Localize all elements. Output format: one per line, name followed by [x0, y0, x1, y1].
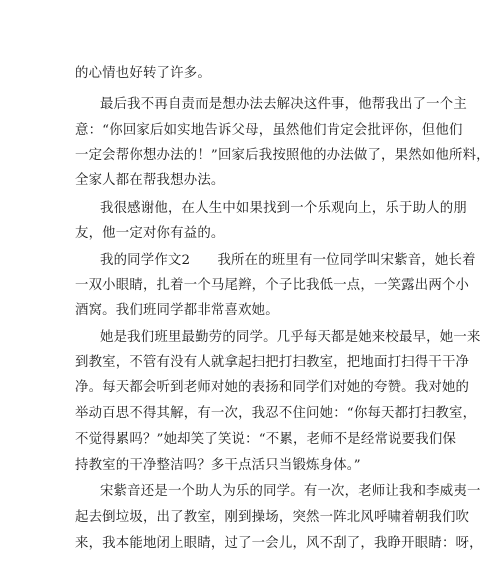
paragraph-start: 最后我不再自责而是想办法去解决这件事，他帮我出了一个主	[100, 97, 467, 112]
paragraph-start: 宋紫音还是一个助人为乐的同学。有一次，老师让我和李威夷一	[100, 484, 481, 499]
text-line: 酒窝。我们班同学都非常喜欢她。	[75, 303, 279, 318]
text-line: 意：“你回家后如实地告诉父母，虽然他们肯定会批评你，但他们	[75, 123, 463, 138]
paragraph-start: 我的同学作文2 我所在的班里有一位同学叫宋紫音，她长着	[100, 253, 476, 268]
text-line: 一定会帮你想办法的！”回家后我按照他的办法做了，果然如他所料，	[75, 148, 490, 163]
text-line: 不觉得累吗？”她却笑了笑说：“不累，老师不是经常说要我们保	[75, 432, 457, 447]
text-line: 的心情也好转了许多。	[75, 66, 211, 81]
paragraph-start: 我很感谢他，在人生中如果找到一个乐观向上，乐于助人的朋	[100, 201, 467, 216]
text-line: 一双小眼睛，扎着一个马尾辫，个子比我低一点，一笑露出两个小	[75, 278, 470, 293]
text-line: 到教室，不管有没有人就拿起扫把打扫教室，把地面打扫得干干净	[75, 355, 470, 370]
text-line: 来，我本能地闭上眼睛，过了一会儿，风不刮了，我睁开眼睛：呀，	[75, 536, 483, 551]
text-line: 持教室的干净整洁吗？多干点活只当锻炼身体。”	[75, 458, 361, 473]
text-line: 全家人都在帮我想办法。	[75, 173, 225, 188]
text-line: 举动百思不得其解，有一次，我忍不住问她：“你每天都打扫教室，	[75, 406, 477, 421]
text-line: 友，他一定对你有益的。	[75, 226, 225, 241]
text-line: 净。每天都会听到老师对她的表扬和同学们对她的夸赞。我对她的	[75, 380, 470, 395]
text-line: 起去倒垃圾，出了教室，刚到操场，突然一阵北风呼啸着朝我们吹	[75, 510, 470, 525]
paragraph-start: 她是我们班里最勤劳的同学。几乎每天都是她来校最早，她一来	[100, 330, 481, 345]
